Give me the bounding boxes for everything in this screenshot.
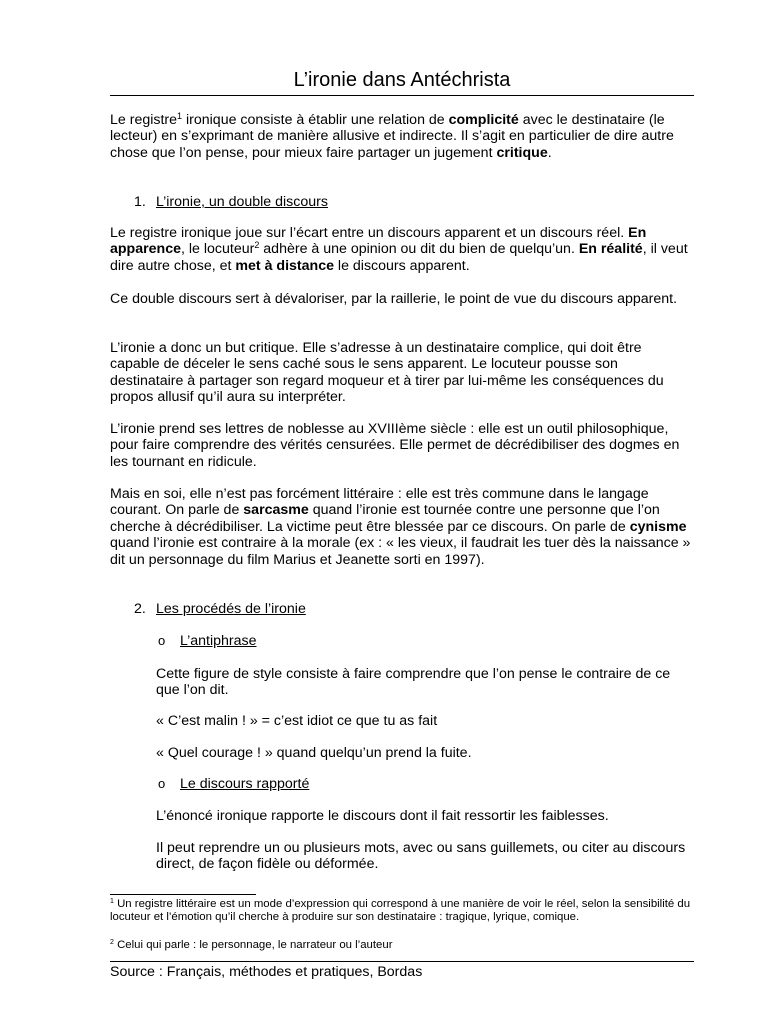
footnote-1 xyxy=(110,898,694,925)
antiphrase-example-1: « C’est malin ! » = c’est idiot ce que tu as fait xyxy=(156,713,438,729)
intro-text-2: ironique consiste à établir une relation de xyxy=(182,112,449,128)
source-separator xyxy=(110,961,694,962)
footnote-2 xyxy=(110,939,694,952)
footnote-ref-2: 2 xyxy=(254,240,260,251)
footnote-2-mark: 2 xyxy=(110,939,114,946)
section-1-paragraph-2: Ce double discours sert à dévaloriser, par la raillerie, le point de vue du discours apparent. xyxy=(110,291,678,307)
s1p1-text-4: , il veut dire autre chose, et xyxy=(110,241,688,274)
section-1-paragraph-5 xyxy=(110,486,694,568)
footnote-1-text: Un registre littéraire est un mode d’expression qui correspond à une manière de voir le réel, selon la sensibilité du locuteur et l’émotion qu’il cherche à produire sur son destinataire : tragique, lyrique, comique. xyxy=(110,898,691,924)
s1p5-text-3: quand l’ironie est contraire à la morale (ex : « les vieux, il faudrait les tuer dès la naissance » dit un personnage du film Marius et Jeanette sorti en 1997). xyxy=(110,535,691,568)
intro-text-4: . xyxy=(547,144,552,161)
intro-text-3: avec le destinataire (le lecteur) en s’exprimant de manière allusive et indirecte. Il s’agit en particulier de dire autre chose que l’on pense, pour mieux faire partager un jugement xyxy=(110,112,674,161)
section-1-number: 1. xyxy=(134,194,146,210)
s1p1-bold-realite: En réalité xyxy=(578,241,643,258)
source-line: Source : Français, méthodes et pratiques, Bordas xyxy=(110,964,423,980)
footnote-ref-1: 1 xyxy=(177,111,183,121)
s1p1-text-5: le discours apparent. xyxy=(333,257,470,274)
s1p5-bold-cynisme: cynisme xyxy=(629,518,687,535)
intro-paragraph xyxy=(110,112,694,161)
antiphrase-example-2: « Quel courage ! » quand quelqu’un prend la fuite. xyxy=(156,745,472,761)
footnote-1-mark: 1 xyxy=(110,898,114,905)
discours-rapporte-paragraph-2: Il peut reprendre un ou plusieurs mots, avec ou sans guillemets, ou citer au discours direct, de façon fidèle ou déformée. xyxy=(156,840,686,873)
s1p1-text-3: adhère à une opinion ou dit du bien de quelqu’un. xyxy=(259,241,579,258)
section-2-number: 2. xyxy=(134,601,146,617)
s1p5-bold-sarcasme: sarcasme xyxy=(243,502,309,519)
s1p5-text-2: quand l’ironie est tournée contre une personne que l’on cherche à décrédibiliser. La victime peut être blessée par ce discours. On parle de xyxy=(110,502,660,535)
section-1-heading: L’ironie, un double discours xyxy=(156,194,328,210)
section-2-heading: Les procédés de l’ironie xyxy=(156,601,306,617)
section-1-paragraph-3: L’ironie a donc un but critique. Elle s’adresse à un destinataire complice, qui doit être capable de déceler le sens caché sous le sens apparent. Le locuteur pousse son destinataire à partager son regard moqueur et à tirer par lui-même les conséquences du propos allusif qu’il aura su interpréter. xyxy=(110,340,664,406)
s1p1-text-2: , le locuteur xyxy=(180,241,255,258)
intro-text-1: Le registre xyxy=(110,112,178,128)
intro-bold-critique: critique xyxy=(496,144,548,161)
s1p1-bold-distance: met à distance xyxy=(235,257,334,274)
s1p1-bold-apparence: En apparence xyxy=(110,225,647,258)
intro-bold-complicite: complicité xyxy=(448,112,519,128)
s1p1-text-1: Le registre ironique joue sur l’écart entre un discours apparent et un discours réel. xyxy=(110,225,629,241)
antiphrase-heading: L’antiphrase xyxy=(180,633,257,649)
section-1-paragraph-4: L’ironie prend ses lettres de noblesse au XVIIIème siècle : elle est un outil philosophique, pour faire comprendre des vérités censurées. Elle permet de décrédibiliser des dogmes en les tournant en ridicule. xyxy=(110,421,680,470)
s1p5-text-1: Mais en soi, elle n’est pas forcément littéraire : elle est très commune dans le langage courant. On parle de xyxy=(110,486,649,519)
page-title: L’ironie dans Antéchrista xyxy=(293,69,511,91)
bullet-antiphrase: o xyxy=(158,633,166,648)
bullet-discours-rapporte: o xyxy=(158,776,166,791)
title-underline xyxy=(110,95,694,96)
antiphrase-definition: Cette figure de style consiste à faire comprendre que l’on pense le contraire de ce que l’on dit. xyxy=(156,666,671,699)
discours-rapporte-paragraph-1: L’énoncé ironique rapporte le discours dont il fait ressortir les faiblesses. xyxy=(156,808,609,824)
discours-rapporte-heading: Le discours rapporté xyxy=(180,776,310,792)
footnote-2-text: Celui qui parle : le personnage, le narrateur ou l’auteur xyxy=(113,939,393,951)
footnote-separator xyxy=(110,894,256,895)
section-1-paragraph-1 xyxy=(110,225,694,274)
